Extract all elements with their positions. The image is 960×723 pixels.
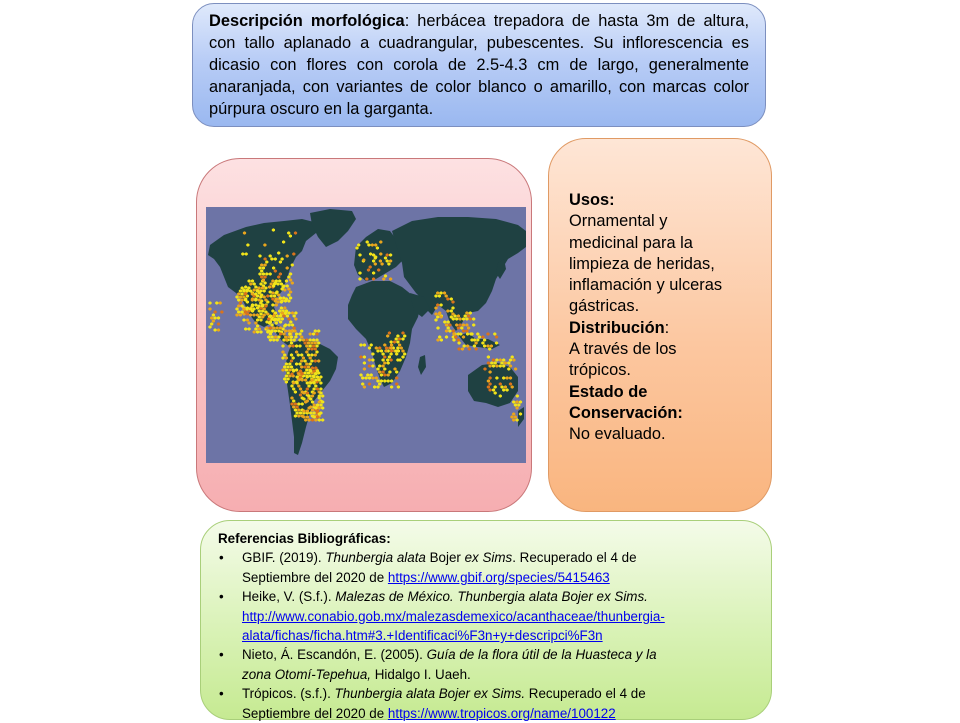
reference-line	[242, 587, 759, 606]
references-list	[218, 548, 759, 723]
reference-item-gbif	[218, 548, 759, 587]
references-title: Referencias Bibliográficas:	[218, 531, 391, 546]
reference-item-heike	[218, 587, 759, 645]
reference-text: . Recuperado el 4 de	[512, 550, 637, 566]
uses-line-4: inflamación y ulceras	[569, 276, 723, 295]
reference-italic: Thunbergia alata	[325, 550, 426, 566]
info-panel	[548, 138, 772, 512]
reference-text: GBIF. (2019).	[242, 550, 326, 566]
distribution-heading: Distribución	[569, 318, 665, 337]
reference-line	[242, 626, 759, 645]
reference-italic: Thunbergia alata Bojer ex Sims.	[334, 686, 526, 702]
reference-text: Recuperado el 4 de	[525, 686, 646, 702]
reference-text: Septiembre del 2020 de	[242, 705, 388, 721]
distribution-colon: :	[664, 318, 670, 337]
uses-heading: Usos:	[569, 191, 615, 209]
reference-italic: Guía de la flora útil de la Huasteca y la	[426, 647, 657, 663]
gbif-link[interactable]: https://www.gbif.org/species/5415463	[387, 569, 610, 585]
status-value: No evaluado.	[569, 425, 666, 444]
status-heading-line-2: Conservación:	[569, 403, 683, 422]
reference-line	[242, 684, 759, 703]
distribution-line-1: A través de los	[569, 340, 677, 359]
distribution-line-2: trópicos.	[569, 361, 631, 380]
status-heading-line-1: Estado de	[569, 382, 648, 401]
reference-italic: Malezas de México. Thunbergia alata Bojer ex Sims.	[335, 589, 648, 605]
reference-line	[242, 645, 759, 664]
description-body: : herbácea trepadora de hasta 3m de altura, con tallo aplanado a cuadrangular, pubescentes. Su inflorescencia es dicasio con flores con corola de 2.5-4.3 cm de largo, generalmente anaranjada, con variantes de color blanco o amarillo, con marcas color púrpura oscuro en la garganta.	[209, 12, 749, 118]
references-panel	[200, 520, 772, 720]
reference-text: Bojer	[425, 550, 465, 566]
reference-text: Heike, V. (S.f.).	[242, 589, 336, 605]
conabio-link-part-2[interactable]: alata/fichas/ficha.htm#3.+Identificaci%F3n+y+descripci%F3n	[242, 628, 603, 644]
reference-italic: ex Sims	[464, 550, 513, 566]
description-text	[209, 10, 749, 120]
reference-line	[242, 548, 759, 567]
reference-line	[242, 568, 759, 587]
reference-line	[242, 704, 759, 723]
reference-italic: zona Otomí-Tepehua,	[242, 666, 372, 682]
reference-line	[242, 607, 759, 626]
description-label: Descripción morfológica	[209, 12, 405, 30]
uses-line-5: gástricas.	[569, 297, 640, 316]
distribution-heading-line	[569, 318, 761, 339]
distribution-map	[206, 207, 526, 463]
reference-item-tropicos	[218, 684, 759, 723]
reference-line	[242, 665, 759, 684]
conabio-link-part-1[interactable]: http://www.conabio.gob.mx/malezasdemexico/acanthaceae/thunbergia-	[242, 608, 665, 624]
uses-line-1: Ornamental y	[569, 212, 668, 231]
uses-line-3: limpieza de heridas,	[569, 254, 715, 273]
description-panel	[192, 3, 766, 127]
reference-text: Trópicos. (s.f.).	[242, 686, 335, 702]
reference-text: Septiembre del 2020 de	[242, 569, 388, 585]
reference-item-nieto	[218, 645, 759, 684]
tropicos-link[interactable]: https://www.tropicos.org/name/100122	[387, 705, 616, 721]
map-panel	[196, 158, 532, 512]
reference-text: Hidalgo I. Uaeh.	[371, 666, 471, 682]
uses-line-2: medicinal para la	[569, 233, 693, 252]
reference-text: Nieto, Á. Escandón, E. (2005).	[242, 647, 427, 663]
